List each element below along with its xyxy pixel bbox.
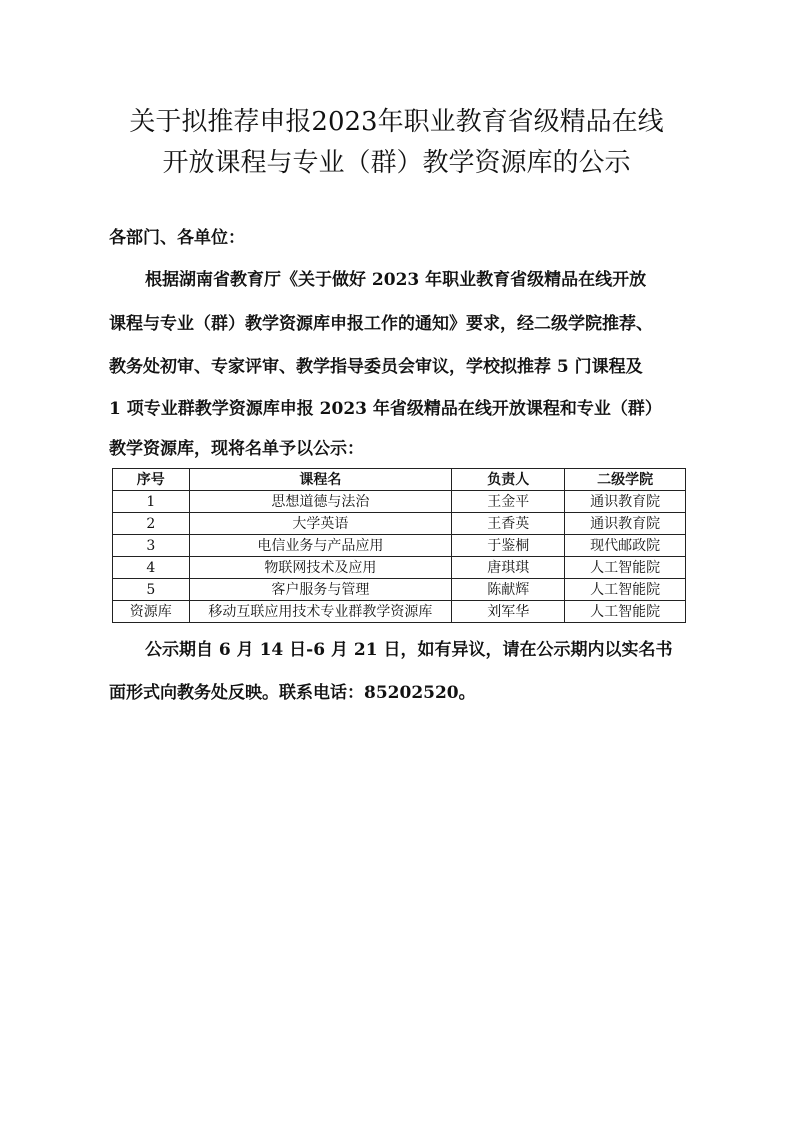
footer-line-2: 面形式向教务处反映。联系电话：85202520。	[109, 683, 476, 703]
cell-number: 2	[113, 513, 190, 535]
cell-person: 唐琪琪	[452, 557, 565, 579]
cell-college: 人工智能院	[565, 557, 686, 579]
cell-person: 于鉴桐	[452, 535, 565, 557]
header-person: 负责人	[452, 469, 565, 491]
table-row	[113, 491, 686, 513]
cell-number: 3	[113, 535, 190, 557]
cell-college: 通识教育院	[565, 513, 686, 535]
document-title-line-1: 关于拟推荐申报2023年职业教育省级精品在线	[129, 107, 664, 137]
cell-course: 大学英语	[189, 513, 452, 535]
cell-college: 人工智能院	[565, 579, 686, 601]
header-number: 序号	[113, 469, 190, 491]
cell-course: 思想道德与法治	[189, 491, 452, 513]
cell-course: 移动互联应用技术专业群教学资源库	[189, 601, 452, 623]
body-line-5: 教学资源库，现将名单予以公示：	[109, 439, 364, 459]
table-row	[113, 579, 686, 601]
header-course: 课程名	[189, 469, 452, 491]
table-row	[113, 601, 686, 623]
cell-number: 5	[113, 579, 190, 601]
cell-number: 4	[113, 557, 190, 579]
table-row	[113, 557, 686, 579]
body-line-1: 根据湖南省教育厅《关于做好 2023 年职业教育省级精品在线开放	[145, 270, 647, 290]
cell-person: 王金平	[452, 491, 565, 513]
cell-course: 客户服务与管理	[189, 579, 452, 601]
cell-person: 王香英	[452, 513, 565, 535]
body-line-2: 课程与专业（群）教学资源库申报工作的通知》要求，经二级学院推荐、	[109, 314, 653, 334]
document-title-line-2: 开放课程与专业（群）教学资源库的公示	[162, 148, 631, 178]
cell-college: 通识教育院	[565, 491, 686, 513]
footer-line-1: 公示期自 6 月 14 日-6 月 21 日，如有异议，请在公示期内以实名书	[145, 640, 673, 660]
body-line-4: 1 项专业群教学资源库申报 2023 年省级精品在线开放课程和专业（群）	[109, 399, 662, 419]
body-line-3: 教务处初审、专家评审、教学指导委员会审议，学校拟推荐 5 门课程及	[109, 357, 643, 377]
cell-course: 电信业务与产品应用	[189, 535, 452, 557]
cell-number: 资源库	[113, 601, 190, 623]
cell-person: 陈献辉	[452, 579, 565, 601]
table-row	[113, 535, 686, 557]
table-header-row	[113, 469, 686, 491]
greeting: 各部门、各单位：	[109, 228, 245, 248]
cell-number: 1	[113, 491, 190, 513]
table-row	[113, 513, 686, 535]
cell-person: 刘军华	[452, 601, 565, 623]
cell-course: 物联网技术及应用	[189, 557, 452, 579]
recommendation-table	[112, 468, 686, 623]
cell-college: 现代邮政院	[565, 535, 686, 557]
header-college: 二级学院	[565, 469, 686, 491]
cell-college: 人工智能院	[565, 601, 686, 623]
